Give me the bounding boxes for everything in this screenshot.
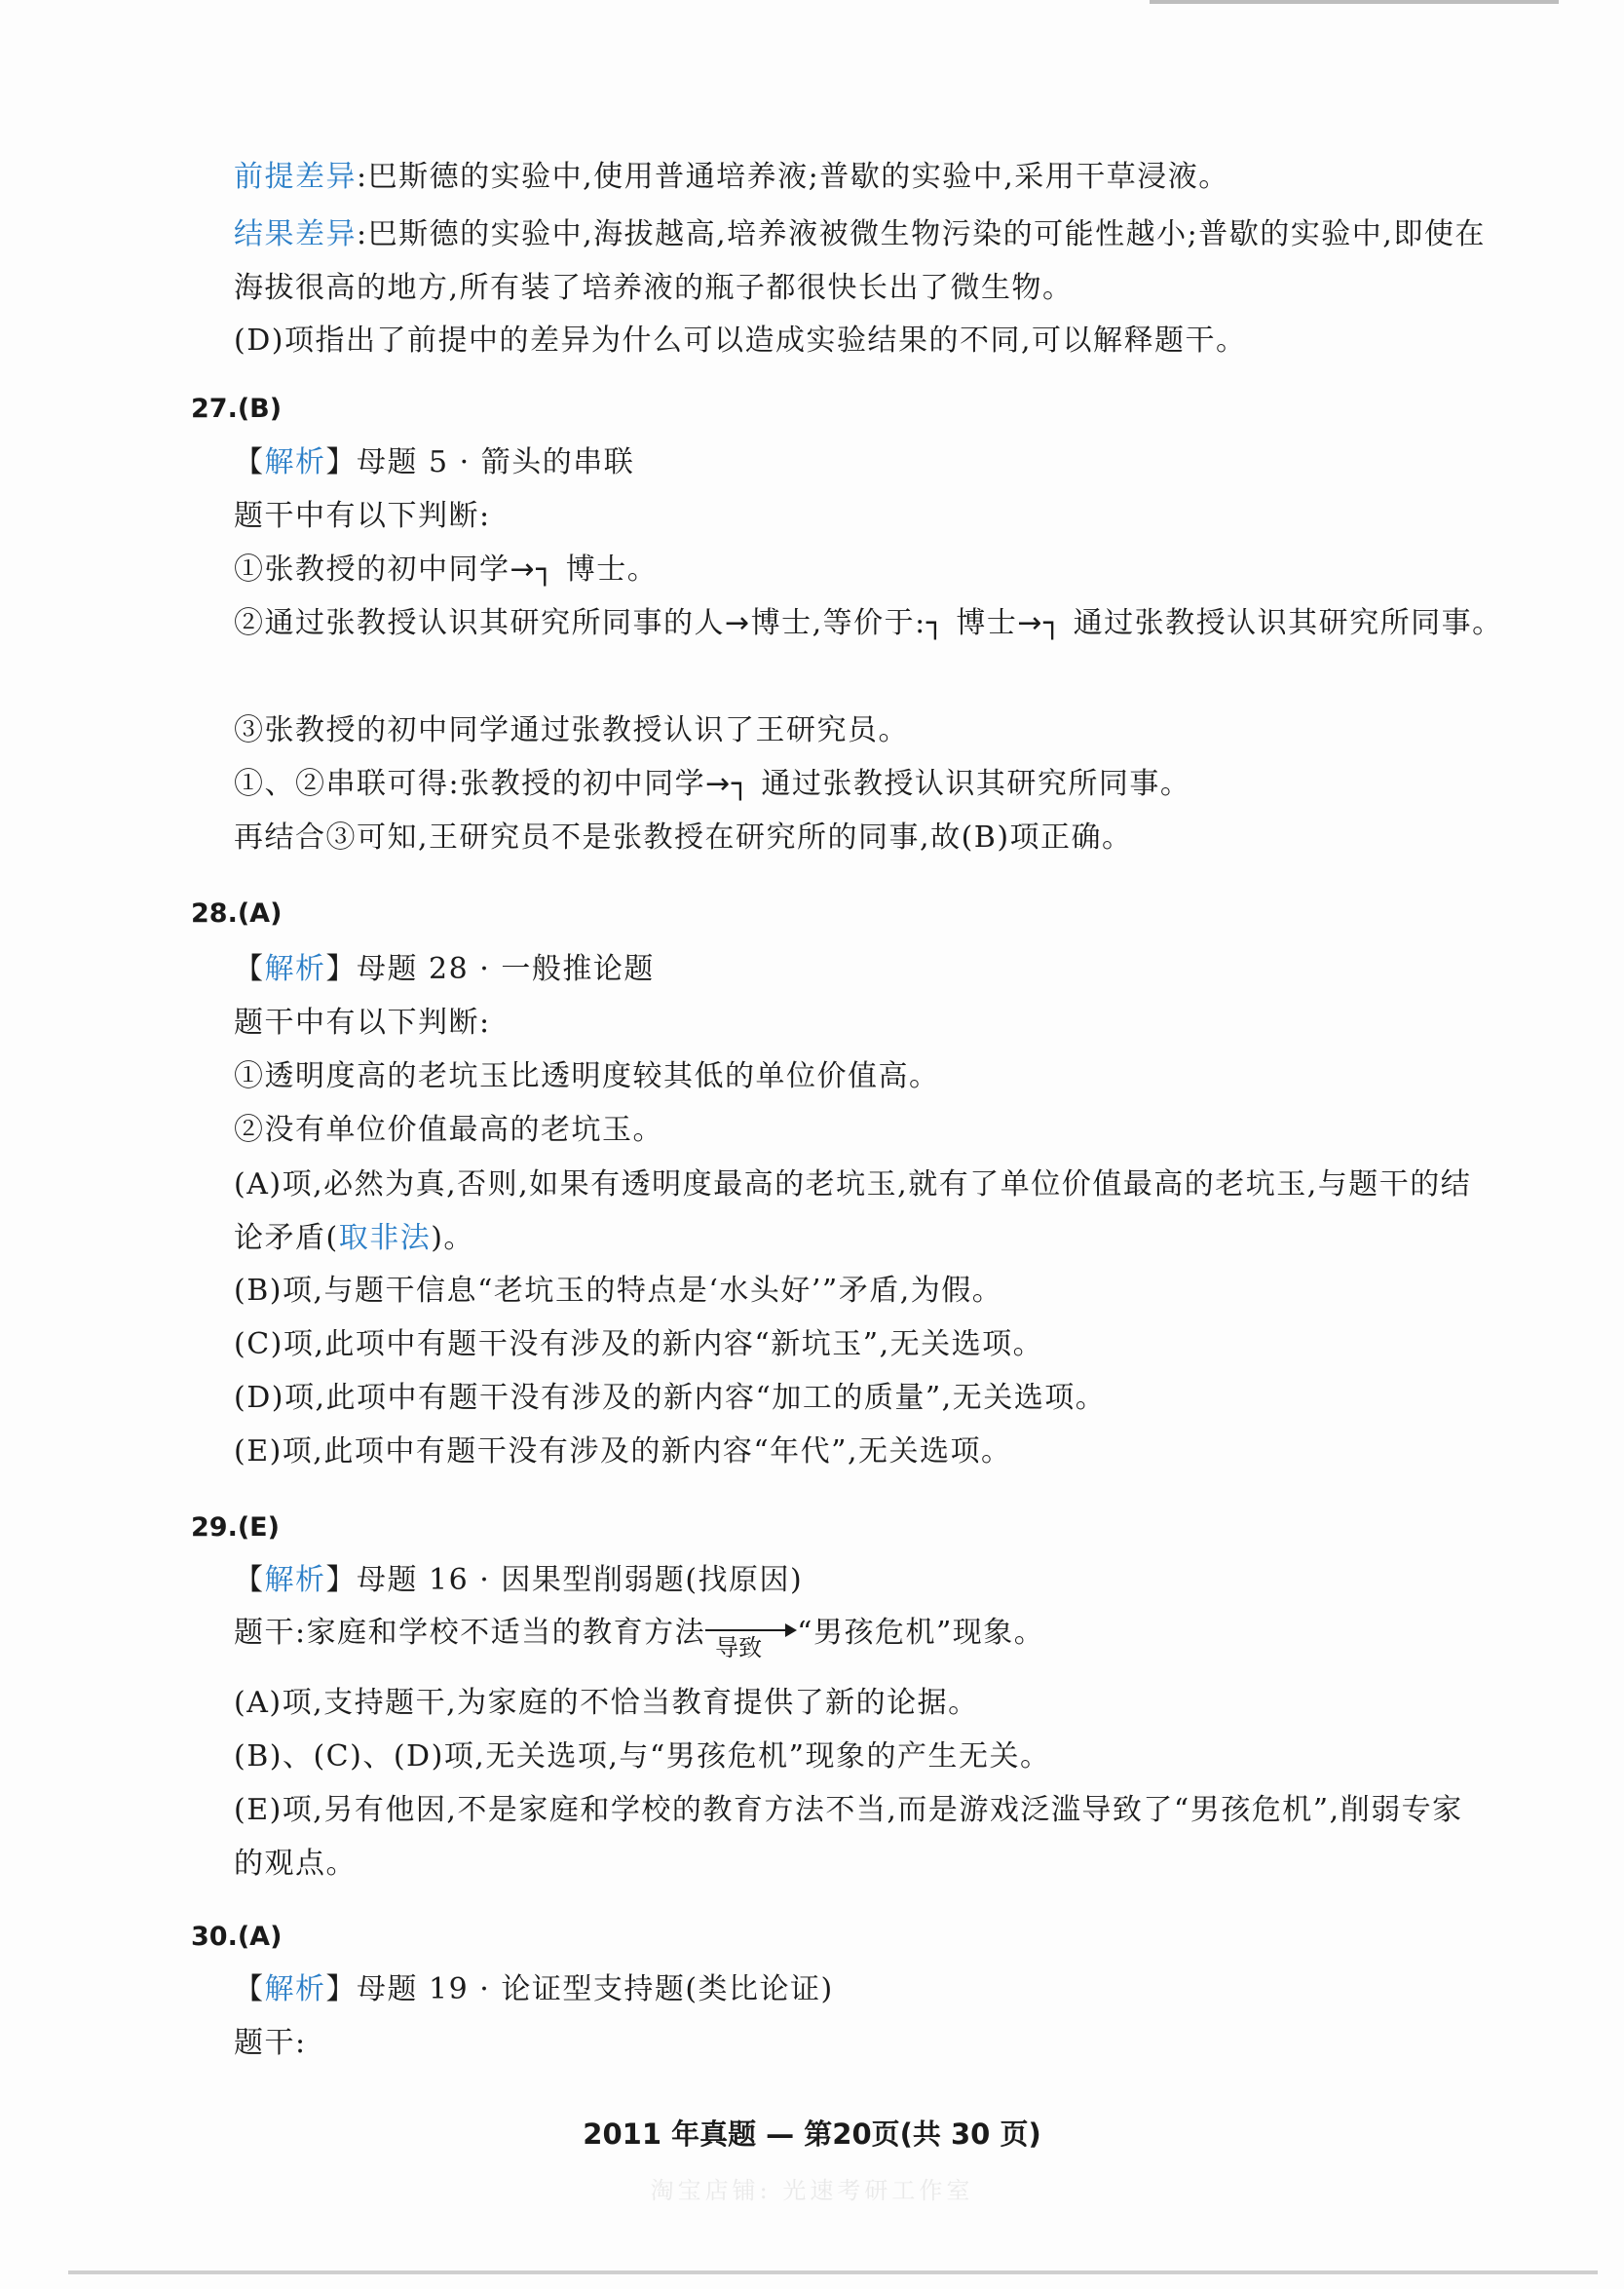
statement-text: ②通过张教授认识其研究所同事的人 xyxy=(234,606,725,640)
negation-arrow-icon: →┐ xyxy=(705,767,751,801)
q29-option-bcd: (B)、(C)、(D)项,无关选项,与“男孩危机”现象的产生无关。 xyxy=(234,1739,1051,1774)
question-answer: (E) xyxy=(237,1512,280,1543)
analysis-heading-27 xyxy=(234,443,634,482)
question-answer: (B) xyxy=(237,394,283,424)
q27-statement-2 xyxy=(234,604,1503,643)
q29-option-e: (E)项,另有他因,不是家庭和学校的教育方法不当,而是游戏泛滥导致了“男孩危机”,削弱专家的观点。 xyxy=(234,1793,1463,1881)
analysis-heading-28 xyxy=(234,950,655,989)
question-28-header xyxy=(191,895,282,934)
q28-intro: 题干中有以下判断: xyxy=(234,1006,491,1040)
analysis-tag: 解析 xyxy=(264,1972,326,2006)
question-29-header xyxy=(191,1508,280,1547)
q29-option-a: (A)项,支持题干,为家庭的不恰当教育提供了新的论据。 xyxy=(234,1686,979,1720)
statement-text: ①张教授的初中同学 xyxy=(234,553,510,587)
question-number: 30. xyxy=(191,1922,238,1952)
method-label: 取非法 xyxy=(338,1221,432,1255)
analysis-tag-open: 【 xyxy=(234,952,265,986)
q28-option-a xyxy=(234,1158,1491,1265)
q27-statement-1 xyxy=(234,551,658,590)
arrow-label: 导致 xyxy=(715,1634,763,1661)
result-difference-text: :巴斯德的实验中,海拔越高,培养液被微生物污染的可能性越小;普歇的实验中,即使在海拔很高的地方,所有装了培养液的瓶子都很快长出了微生物。 xyxy=(234,217,1486,305)
premise-difference-line xyxy=(234,158,1229,197)
premise-difference-text: :巴斯德的实验中,使用普通培养液;普歇的实验中,采用干草浸液。 xyxy=(357,160,1229,194)
statement-text: 通过张教授认识其研究所同事。 xyxy=(750,767,1191,801)
analysis-heading-text: 母题 16 · 因果型削弱题(找原因) xyxy=(357,1563,804,1597)
result-difference-line xyxy=(234,208,1491,315)
question-number: 29. xyxy=(191,1512,238,1543)
analysis-tag: 解析 xyxy=(264,445,326,479)
leads-to-arrow-icon xyxy=(705,1614,797,1661)
q27-statement-4 xyxy=(234,765,1190,804)
analysis-tag-close: 】 xyxy=(325,1563,357,1597)
negation-arrow-icon: →┐ xyxy=(1017,606,1063,640)
q28-option-d: (D)项,此项中有题干没有涉及的新内容“加工的质量”,无关选项。 xyxy=(234,1381,1107,1415)
bottom-rule xyxy=(68,2270,1598,2274)
question-number: 27. xyxy=(191,394,238,424)
stem-effect: “男孩危机”现象。 xyxy=(797,1616,1045,1650)
option-d-explanation: (D)项指出了前提中的差异为什么可以造成实验结果的不同,可以解释题干。 xyxy=(234,324,1247,358)
arrow-tip xyxy=(785,1623,797,1637)
question-number: 28. xyxy=(191,898,238,929)
q27-conclusion: 再结合③可知,王研究员不是张教授在研究所的同事,故(B)项正确。 xyxy=(234,820,1133,855)
analysis-heading-30 xyxy=(234,1970,834,2009)
analysis-heading-29 xyxy=(234,1561,803,1600)
question-answer: (A) xyxy=(237,898,283,929)
statement-text: ①、②串联可得:张教授的初中同学 xyxy=(234,767,706,801)
q27-statement-3: ③张教授的初中同学通过张教授认识了王研究员。 xyxy=(234,713,909,747)
arrow-shaft xyxy=(705,1629,791,1631)
question-27-header xyxy=(191,390,282,429)
q28-option-e: (E)项,此项中有题干没有涉及的新内容“年代”,无关选项。 xyxy=(234,1434,1012,1469)
arrow-icon: → xyxy=(725,606,751,640)
analysis-tag: 解析 xyxy=(264,952,326,986)
q28-option-c: (C)项,此项中有题干没有涉及的新内容“新坑玉”,无关选项。 xyxy=(234,1327,1044,1361)
analysis-tag-open: 【 xyxy=(234,445,265,479)
q27-intro: 题干中有以下判断: xyxy=(234,499,491,533)
question-30-header xyxy=(191,1918,282,1957)
premise-difference-label: 前提差异 xyxy=(234,160,357,194)
analysis-tag-open: 【 xyxy=(234,1972,265,2006)
statement-text: 博士,等价于:┐ 博士 xyxy=(750,606,1018,640)
option-a-end: )。 xyxy=(431,1221,474,1255)
q29-stem xyxy=(234,1614,1045,1661)
page-footer: 2011 年真题 — 第20页(共 30 页) xyxy=(583,2117,1041,2151)
stem-cause: 题干:家庭和学校不适当的教育方法 xyxy=(234,1616,706,1650)
q28-statement-2: ②没有单位价值最高的老坑玉。 xyxy=(234,1113,663,1147)
watermark: 淘宝店铺: 光速考研工作室 xyxy=(650,2177,974,2204)
statement-text: 博士。 xyxy=(554,553,659,587)
analysis-heading-text: 母题 28 · 一般推论题 xyxy=(357,952,655,986)
analysis-tag-open: 【 xyxy=(234,1563,265,1597)
analysis-heading-text: 母题 19 · 论证型支持题(类比论证) xyxy=(357,1972,834,2006)
q28-option-b: (B)项,与题干信息“老坑玉的特点是‘水头好’”矛盾,为假。 xyxy=(234,1274,1003,1308)
analysis-heading-text: 母题 5 · 箭头的串联 xyxy=(357,445,635,479)
q28-statement-1: ①透明度高的老坑玉比透明度较其低的单位价值高。 xyxy=(234,1059,940,1093)
negation-arrow-icon: →┐ xyxy=(510,553,555,587)
analysis-tag: 解析 xyxy=(264,1563,326,1597)
result-difference-label: 结果差异 xyxy=(234,217,357,251)
option-a-text: (A)项,必然为真,否则,如果有透明度最高的老坑玉,就有了单位价值最高的老坑玉,与题干的结论矛盾( xyxy=(234,1167,1472,1255)
analysis-tag-close: 】 xyxy=(325,952,357,986)
question-answer: (A) xyxy=(237,1922,283,1952)
analysis-tag-close: 】 xyxy=(325,1972,357,2006)
q30-stem: 题干: xyxy=(234,2026,307,2060)
analysis-tag-close: 】 xyxy=(325,445,357,479)
statement-text: 通过张教授认识其研究所同事。 xyxy=(1062,606,1503,640)
